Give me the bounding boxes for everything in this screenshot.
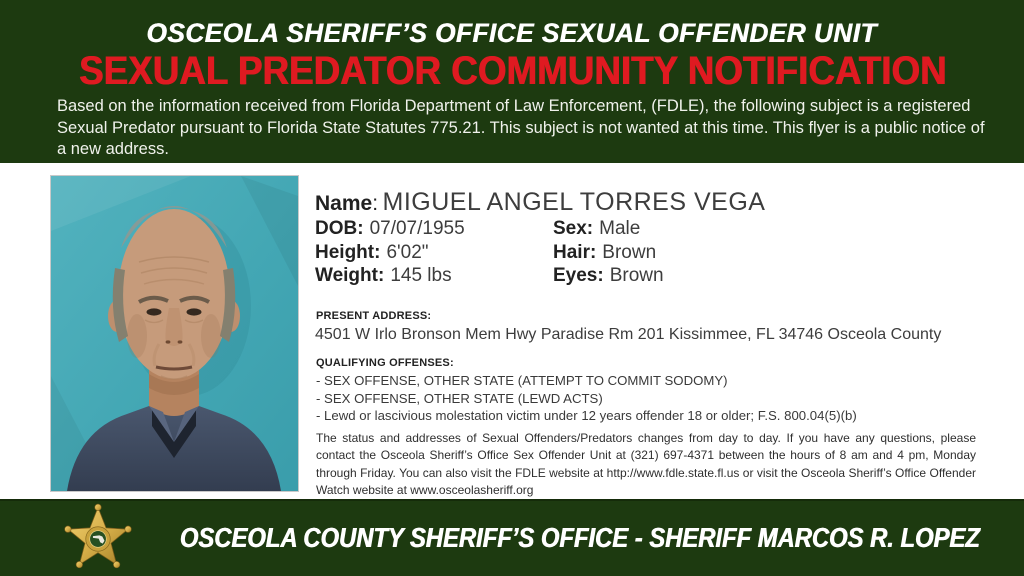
height-value: 6'02" — [386, 241, 429, 263]
present-address-heading: PRESENT ADDRESS: — [316, 310, 432, 322]
eyes-value: Brown — [609, 265, 664, 286]
offense-item: - SEX OFFENSE, OTHER STATE (LEWD ACTS) — [316, 390, 603, 406]
notification-title-text: SEXUAL PREDATOR COMMUNITY NOTIFICATION — [78, 49, 946, 93]
detail-hair — [553, 242, 815, 266]
unit-title-text: OSCEOLA SHERIFF’S OFFICE SEXUAL OFFENDER UNIT — [146, 18, 878, 48]
sheriff-star-badge-icon — [62, 503, 134, 575]
hair-value: Brown — [602, 241, 657, 263]
subject-name: MIGUEL ANGEL TORRES VEGA — [382, 188, 766, 216]
present-address-value: 4501 W Irlo Bronson Mem Hwy Paradise Rm 201 Kissimmee, FL 34746 Osceola County — [315, 326, 942, 343]
detail-height — [315, 242, 553, 266]
eyes-label: Eyes: — [553, 265, 604, 286]
footer-title-text: OSCEOLA COUNTY SHERIFF’S OFFICE - SHERIFF MARCOS R. LOPEZ — [180, 521, 980, 553]
sex-value: Male — [599, 218, 641, 239]
detail-dob — [315, 218, 553, 242]
qualifying-offenses-list — [316, 372, 996, 425]
weight-value: 145 lbs — [390, 265, 452, 286]
name-separator: : — [372, 192, 379, 215]
height-label: Height: — [315, 241, 381, 263]
notification-title — [0, 49, 1024, 94]
dob-value: 07/07/1955 — [369, 218, 465, 239]
hair-label: Hair: — [553, 241, 597, 263]
status-note-paragraph: The status and addresses of Sexual Offenders/Predators changes from day to day. If you have any questions, please contact the Osceola Sheriff’s Office Sex Offender Unit at (321) 697-4371 between the hours of 8 am and 4 pm, Monday through Friday. You can also visit the FDLE website at http://www.fdle.state.fl.us or visit the Osceola Sheriff’s Office Offender Watch website at www.osceolasheriff.org — [316, 431, 976, 498]
footer-title — [150, 499, 1010, 576]
unit-title — [0, 18, 1024, 49]
subject-details-grid — [315, 218, 815, 289]
detail-weight — [315, 265, 553, 289]
sex-label: Sex: — [553, 218, 594, 239]
subject-mugshot-photo — [50, 175, 299, 492]
offense-item: - SEX OFFENSE, OTHER STATE (ATTEMPT TO COMMIT SODOMY) — [316, 373, 728, 388]
detail-eyes — [553, 265, 815, 289]
dob-label: DOB: — [315, 218, 364, 239]
name-label: Name — [315, 192, 373, 215]
subject-name-line — [315, 188, 765, 217]
offense-item: - Lewd or lascivious molestation victim under 12 years offender 18 or older; F.S. 800.04(5)(b) — [316, 408, 857, 423]
intro-paragraph: Based on the information received from Florida Department of Law Enforcement, (FDLE), the following subject is a registered Sexual Predator pursuant to Florida State Statutes 775.21. This subject is not wanted at this time. This flyer is a public notice of a new address. — [57, 97, 985, 158]
qualifying-offenses-heading: QUALIFYING OFFENSES: — [316, 357, 454, 369]
weight-label: Weight: — [315, 265, 385, 286]
detail-sex — [553, 218, 815, 242]
mugshot-illustration — [51, 176, 298, 491]
